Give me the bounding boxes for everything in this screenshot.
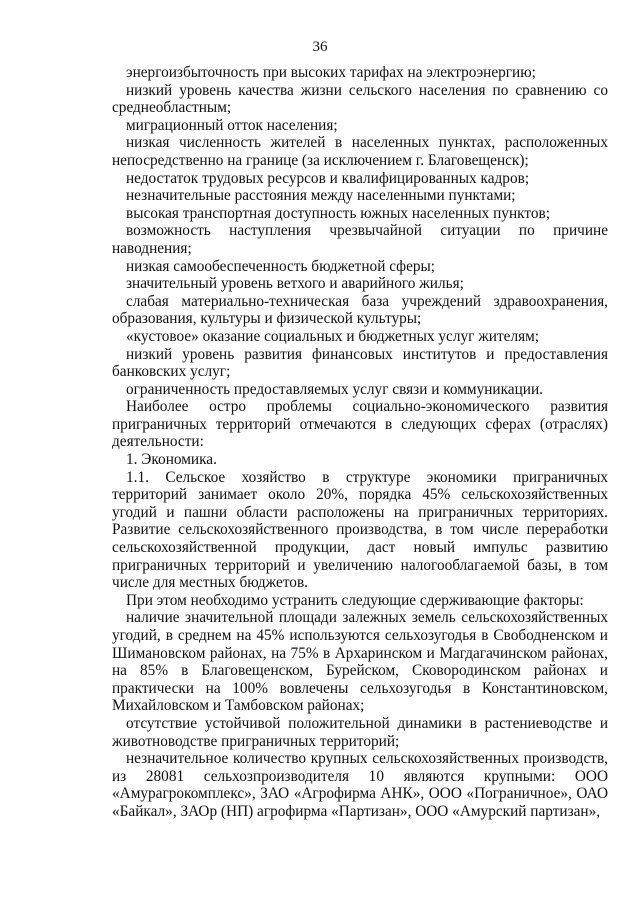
paragraph: «кустовое» оказание социальных и бюджетных услуг жителям;	[126, 327, 540, 345]
paragraph: слабая материально-техническая база учреждений здравоохранения, образования, культуры и физической культуры;	[112, 292, 608, 328]
paragraph: возможность наступления чрезвычайной ситуации по причине наводнения;	[112, 222, 608, 257]
paragraph: низкая самообеспеченность бюджетной сферы;	[126, 257, 436, 275]
paragraph: 1.1. Сельское хозяйство в структуре экономики приграничных территорий занимает около 20%, порядка 45% сельскохозяйственных угодий и пашни области расположены на приграничных территориях. Развитие сельскохозяйственного производства, в том числе переработки сельскохозяйственной продукции, даст новый импульс развитию приграничных территорий и увеличению налогооблагаемой базы, в том числе для местных бюджетов.	[112, 468, 608, 592]
section-heading: 1. Экономика.	[126, 451, 217, 469]
paragraph: значительный уровень ветхого и аварийного жилья;	[126, 275, 464, 293]
paragraph: незначительное количество крупных сельскохозяйственных производств, из 28081 сельхозпроизводителя 10 являются крупными: ООО «Амурагрокомплекс», ЗАО «Агрофирма АНК», ООО «Пограничное», ОАО «Байкал», ЗАОр (НП) агрофирма «Партизан», ООО «Амурский партизан»,	[112, 750, 608, 820]
paragraph: низкая численность жителей в населенных пунктах, расположенных непосредственно на границе (за исключением г. Благовещенск);	[112, 134, 608, 169]
paragraph: миграционный отток населения;	[126, 116, 338, 134]
paragraph: отсутствие устойчивой положительной динамики в растениеводстве и животноводстве приграничных территорий;	[112, 714, 608, 750]
paragraph: При этом необходимо устранить следующие сдерживающие факторы:	[126, 591, 584, 609]
paragraph: Наиболее остро проблемы социально-экономического развития приграничных территорий отмечаются в следующих сферах (отраслях) деятельности:	[112, 398, 608, 451]
paragraph: наличие значительной площади залежных земель сельскохозяйственных угодий, в среднем на 45% используются сельхозугодья в Свободненском и Шимановском районах, на 75% в Архаринском и Магдагачинском районах, на 85% в Благовещенском, Бурейском, Сковородинском районах и практически на 100% вовлечены сельхозугодья в Константиновском, Михайловском и Тамбовском районах;	[112, 609, 608, 715]
body-text	[112, 64, 608, 821]
paragraph: недостаток трудовых ресурсов и квалифицированных кадров;	[126, 169, 530, 187]
paragraph: высокая транспортная доступность южных населенных пунктов;	[126, 204, 550, 222]
page-number: 36	[312, 39, 328, 55]
paragraph: незначительные расстояния между населенными пунктами;	[126, 187, 516, 205]
paragraph: низкий уровень качества жизни сельского населения по сравнению со среднеобластным;	[112, 81, 608, 117]
paragraph: ограниченность предоставляемых услуг связи и коммуникации.	[126, 380, 543, 398]
paragraph: энергоизбыточность при высоких тарифах на электроэнергию;	[126, 64, 536, 81]
paragraph: низкий уровень развития финансовых институтов и предоставления банковских услуг;	[112, 345, 608, 381]
